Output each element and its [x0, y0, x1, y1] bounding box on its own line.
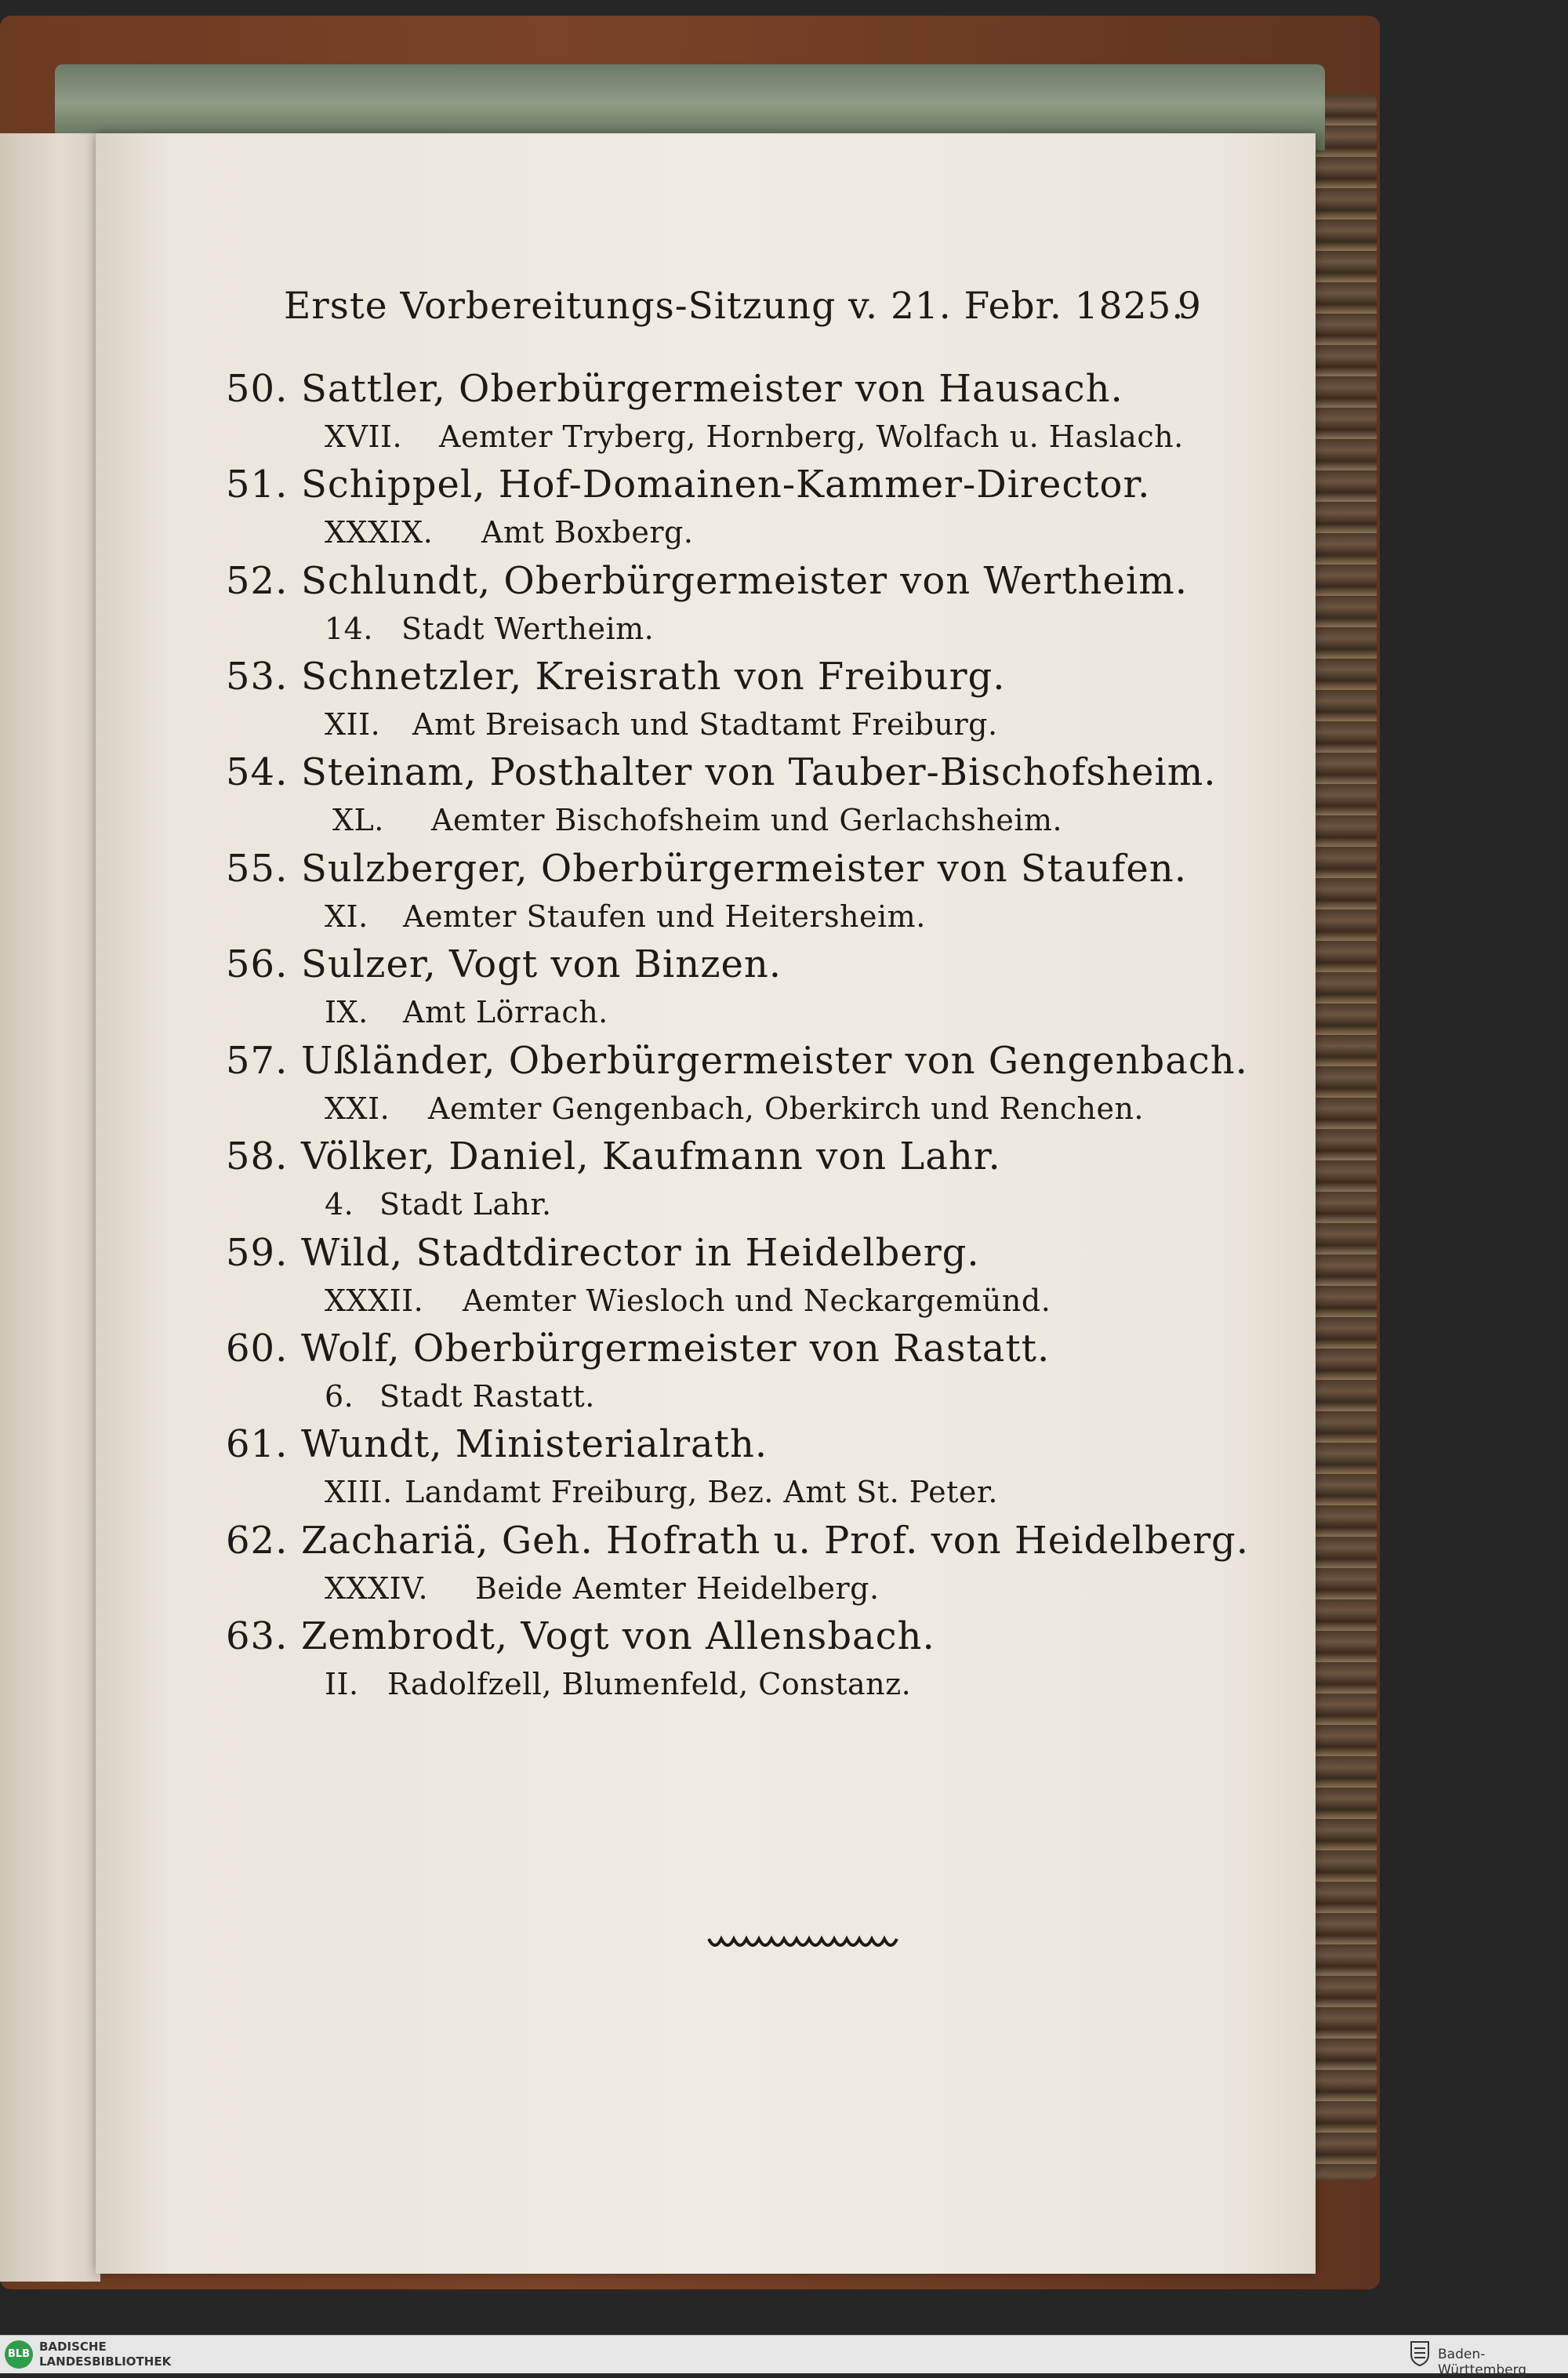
entry-name: Sulzer, Vogt von Binzen.: [301, 942, 782, 986]
district-number: XXXIX.: [325, 515, 434, 550]
district-number: XIII.: [325, 1475, 393, 1509]
entry-name: Schlundt, Oberbürgermeister von Wertheim.: [301, 559, 1188, 603]
district-number: XL.: [332, 803, 384, 837]
district-name: Stadt Rastatt.: [379, 1379, 595, 1414]
entry-number: 59.: [226, 1231, 289, 1275]
entry-number: 61.: [226, 1422, 289, 1466]
district-name: Stadt Wertheim.: [401, 612, 655, 646]
entry-number: 50.: [226, 367, 289, 411]
entry-number: 52.: [226, 559, 289, 603]
entry-name: Wild, Stadtdirector in Heidelberg.: [301, 1231, 980, 1275]
district-number: XVII.: [325, 419, 403, 454]
entry-name: Schnetzler, Kreisrath von Freiburg.: [301, 655, 1006, 699]
ornament-flourish: [707, 1933, 903, 1955]
page-number: 9: [1178, 285, 1202, 328]
running-header: [284, 285, 1184, 328]
entry-name: Schippel, Hof-Domainen-Kammer-Director.: [301, 463, 1151, 506]
district-name: Beide Aemter Heidelberg.: [475, 1571, 880, 1606]
district-name: Aemter Staufen und Heitersheim.: [403, 899, 926, 934]
entry-number: 56.: [226, 942, 289, 986]
entry-name: Sattler, Oberbürgermeister von Hausach.: [301, 367, 1123, 411]
district-number: 4.: [325, 1187, 354, 1222]
entry-name: Zachariä, Geh. Hofrath u. Prof. von Heidelberg.: [301, 1519, 1250, 1563]
entry-name: Wundt, Ministerialrath.: [301, 1422, 768, 1466]
district-number: XI.: [325, 899, 368, 934]
coat-of-arms-icon: [1408, 2340, 1432, 2367]
district-name: Aemter Wiesloch und Neckargemünd.: [463, 1283, 1051, 1318]
entry-name: Sulzberger, Oberbürgermeister von Staufen.: [301, 847, 1187, 891]
entry-number: 51.: [226, 463, 289, 506]
entry-name: Ußländer, Oberbürgermeister von Gengenbach.: [301, 1039, 1248, 1083]
entry-name: Zembrodt, Vogt von Allensbach.: [301, 1614, 935, 1658]
library-logo: BLB: [5, 2340, 33, 2369]
state-name: Baden-Württemberg: [1438, 2347, 1527, 2378]
entry-name: Wolf, Oberbürgermeister von Rastatt.: [301, 1327, 1051, 1371]
entry-number: 60.: [226, 1327, 289, 1371]
district-name: Landamt Freiburg, Bez. Amt St. Peter.: [405, 1475, 998, 1509]
library-name-line1: BADISCHE: [39, 2340, 107, 2354]
district-name: Aemter Gengenbach, Oberkirch und Renchen.: [428, 1091, 1144, 1126]
header-title: Erste Vorbereitungs-Sitzung v. 21. Febr. 1825.: [284, 285, 1185, 328]
facing-page: [0, 133, 100, 2282]
district-name: Stadt Lahr.: [379, 1187, 552, 1222]
district-name: Amt Boxberg.: [481, 515, 694, 550]
district-number: XXXIV.: [325, 1571, 429, 1606]
entry-number: 53.: [226, 655, 289, 699]
district-number: 6.: [325, 1379, 354, 1414]
book-page: [96, 133, 1316, 2274]
footer-bar: [0, 2335, 1568, 2378]
district-number: XXXII.: [325, 1283, 424, 1318]
district-number: XII.: [325, 707, 381, 742]
library-name: [39, 2340, 171, 2369]
district-number: II.: [325, 1667, 359, 1701]
district-name: Aemter Bischofsheim und Gerlachsheim.: [431, 803, 1063, 837]
district-name: Amt Breisach und Stadtamt Freiburg.: [412, 707, 998, 742]
district-number: XXI.: [325, 1091, 390, 1126]
entry-number: 63.: [226, 1614, 289, 1658]
district-name: Aemter Tryberg, Hornberg, Wolfach u. Haslach.: [439, 419, 1184, 454]
district-name: Amt Lörrach.: [403, 995, 608, 1029]
entry-number: 58.: [226, 1135, 289, 1178]
entry-number: 62.: [226, 1519, 289, 1563]
entry-number: 54.: [226, 750, 289, 794]
district-number: IX.: [325, 995, 368, 1029]
entry-number: 57.: [226, 1039, 289, 1083]
district-number: 14.: [325, 612, 373, 646]
entry-name: Völker, Daniel, Kaufmann von Lahr.: [301, 1135, 1001, 1178]
entry-number: 55.: [226, 847, 289, 891]
entry-name: Steinam, Posthalter von Tauber-Bischofsheim.: [301, 750, 1217, 794]
library-name-line2: LANDESBIBLIOTHEK: [39, 2354, 172, 2369]
district-name: Radolfzell, Blumenfeld, Constanz.: [387, 1667, 912, 1701]
page-edges: [1314, 94, 1377, 2180]
